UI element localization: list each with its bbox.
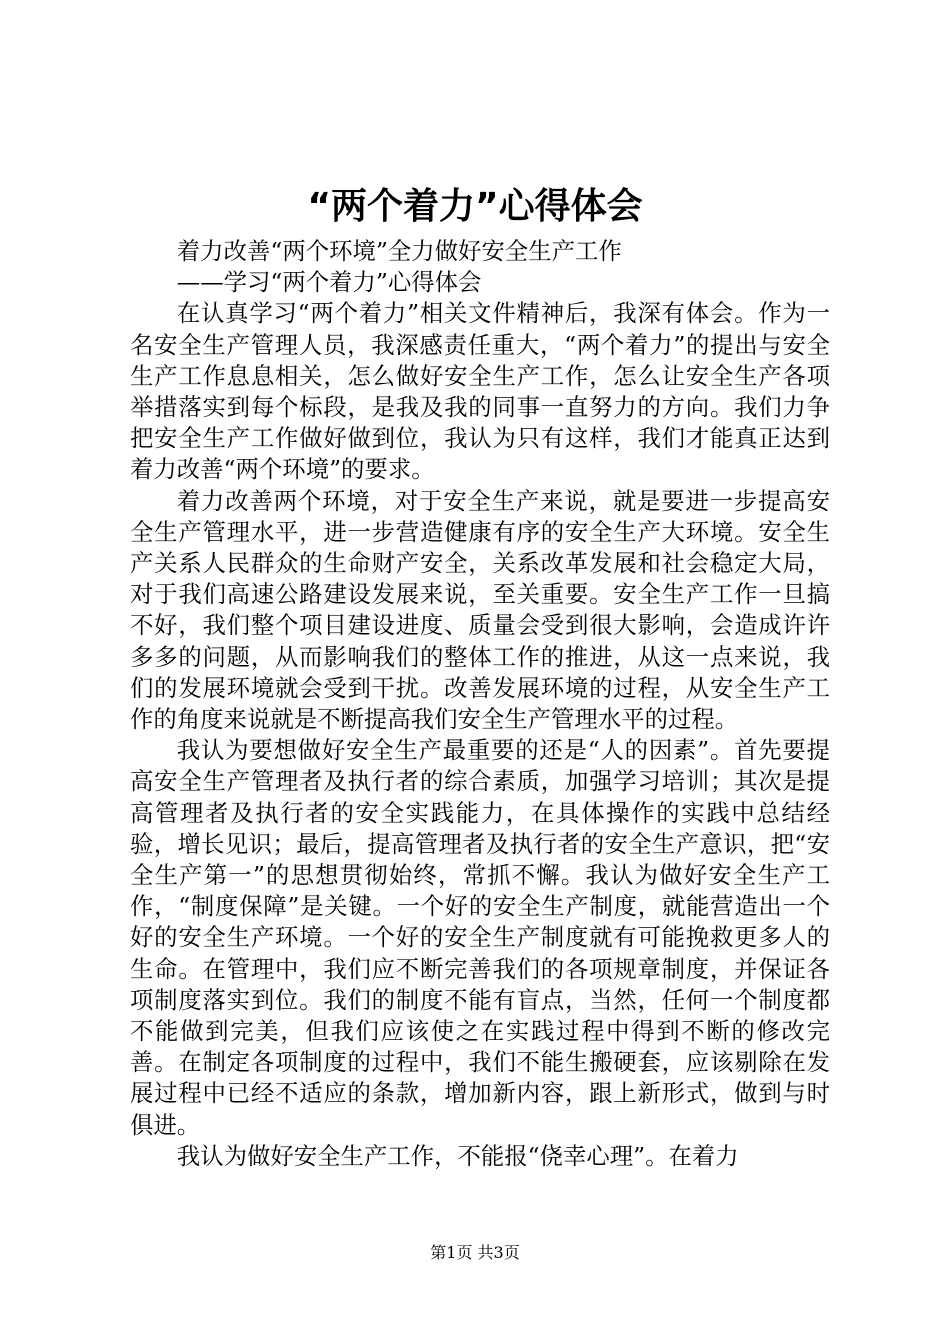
document-title: “两个着力”心得体会 — [307, 186, 643, 227]
body-paragraph: 在认真学习“两个着力”相关文件精神后，我深有体会。作为一名安全生产管理人员，我深感责任重大，“两个着力”的提出与安全生产工作息息相关，怎么做好安全生产工作，怎么让安全生产各项举措落实到每个标段，是我及我的同事一直努力的方向。我们力争把安全生产工作做好做到位，我认为只有这样，我们才能真正达到着力改善“两个环境”的要求。 — [130, 299, 830, 484]
subtitle-line: ——学习“两个着力”心得体会 — [176, 268, 482, 297]
document-body — [130, 236, 830, 1172]
body-paragraph: 我认为做好安全生产工作，不能报“侥幸心理”。在着力 — [176, 1141, 739, 1170]
body-paragraph: 着力改善两个环境，对于安全生产来说，就是要进一步提高安全生产管理水平，进一步营造健康有序的安全生产大环境。安全生产关系人民群众的生命财产安全，关系改革发展和社会稳定大局，对于我们高速公路建设发展来说，至关重要。安全生产工作一旦搞不好，我们整个项目建设进度、质量会受到很大影响，会造成许许多多的问题，从而影响我们的整体工作的推进，从这一点来说，我们的发展环境就会受到干扰。改善发展环境的过程，从安全生产工作的角度来说就是不断提高我们安全生产管理水平的过程。 — [130, 486, 830, 734]
body-paragraph: 我认为要想做好安全生产最重要的还是“人的因素”。首先要提高安全生产管理者及执行者的综合素质，加强学习培训；其次是提高管理者及执行者的安全实践能力，在具体操作的实践中总结经验，增长见识；最后，提高管理者及执行者的安全生产意识，把“安全生产第一”的思想贯彻始终，常抓不懈。我认为做好安全生产工作，“制度保障”是关键。一个好的安全生产制度，就能营造出一个好的安全生产环境。一个好的安全生产制度就有可能挽救更多人的生命。在管理中，我们应不断完善我们的各项规章制度，并保证各项制度落实到位。我们的制度不能有盲点，当然，任何一个制度都不能做到完美，但我们应该使之在实践过程中得到不断的修改完善。在制定各项制度的过程中，我们不能生搬硬套，应该剔除在发展过程中已经不适应的条款，增加新内容，跟上新形式，做到与时俱进。 — [130, 736, 830, 1139]
page-number-footer: 第1页 共3页 — [430, 1243, 520, 1262]
subtitle-line: 着力改善“两个环境”全力做好安全生产工作 — [176, 237, 622, 265]
